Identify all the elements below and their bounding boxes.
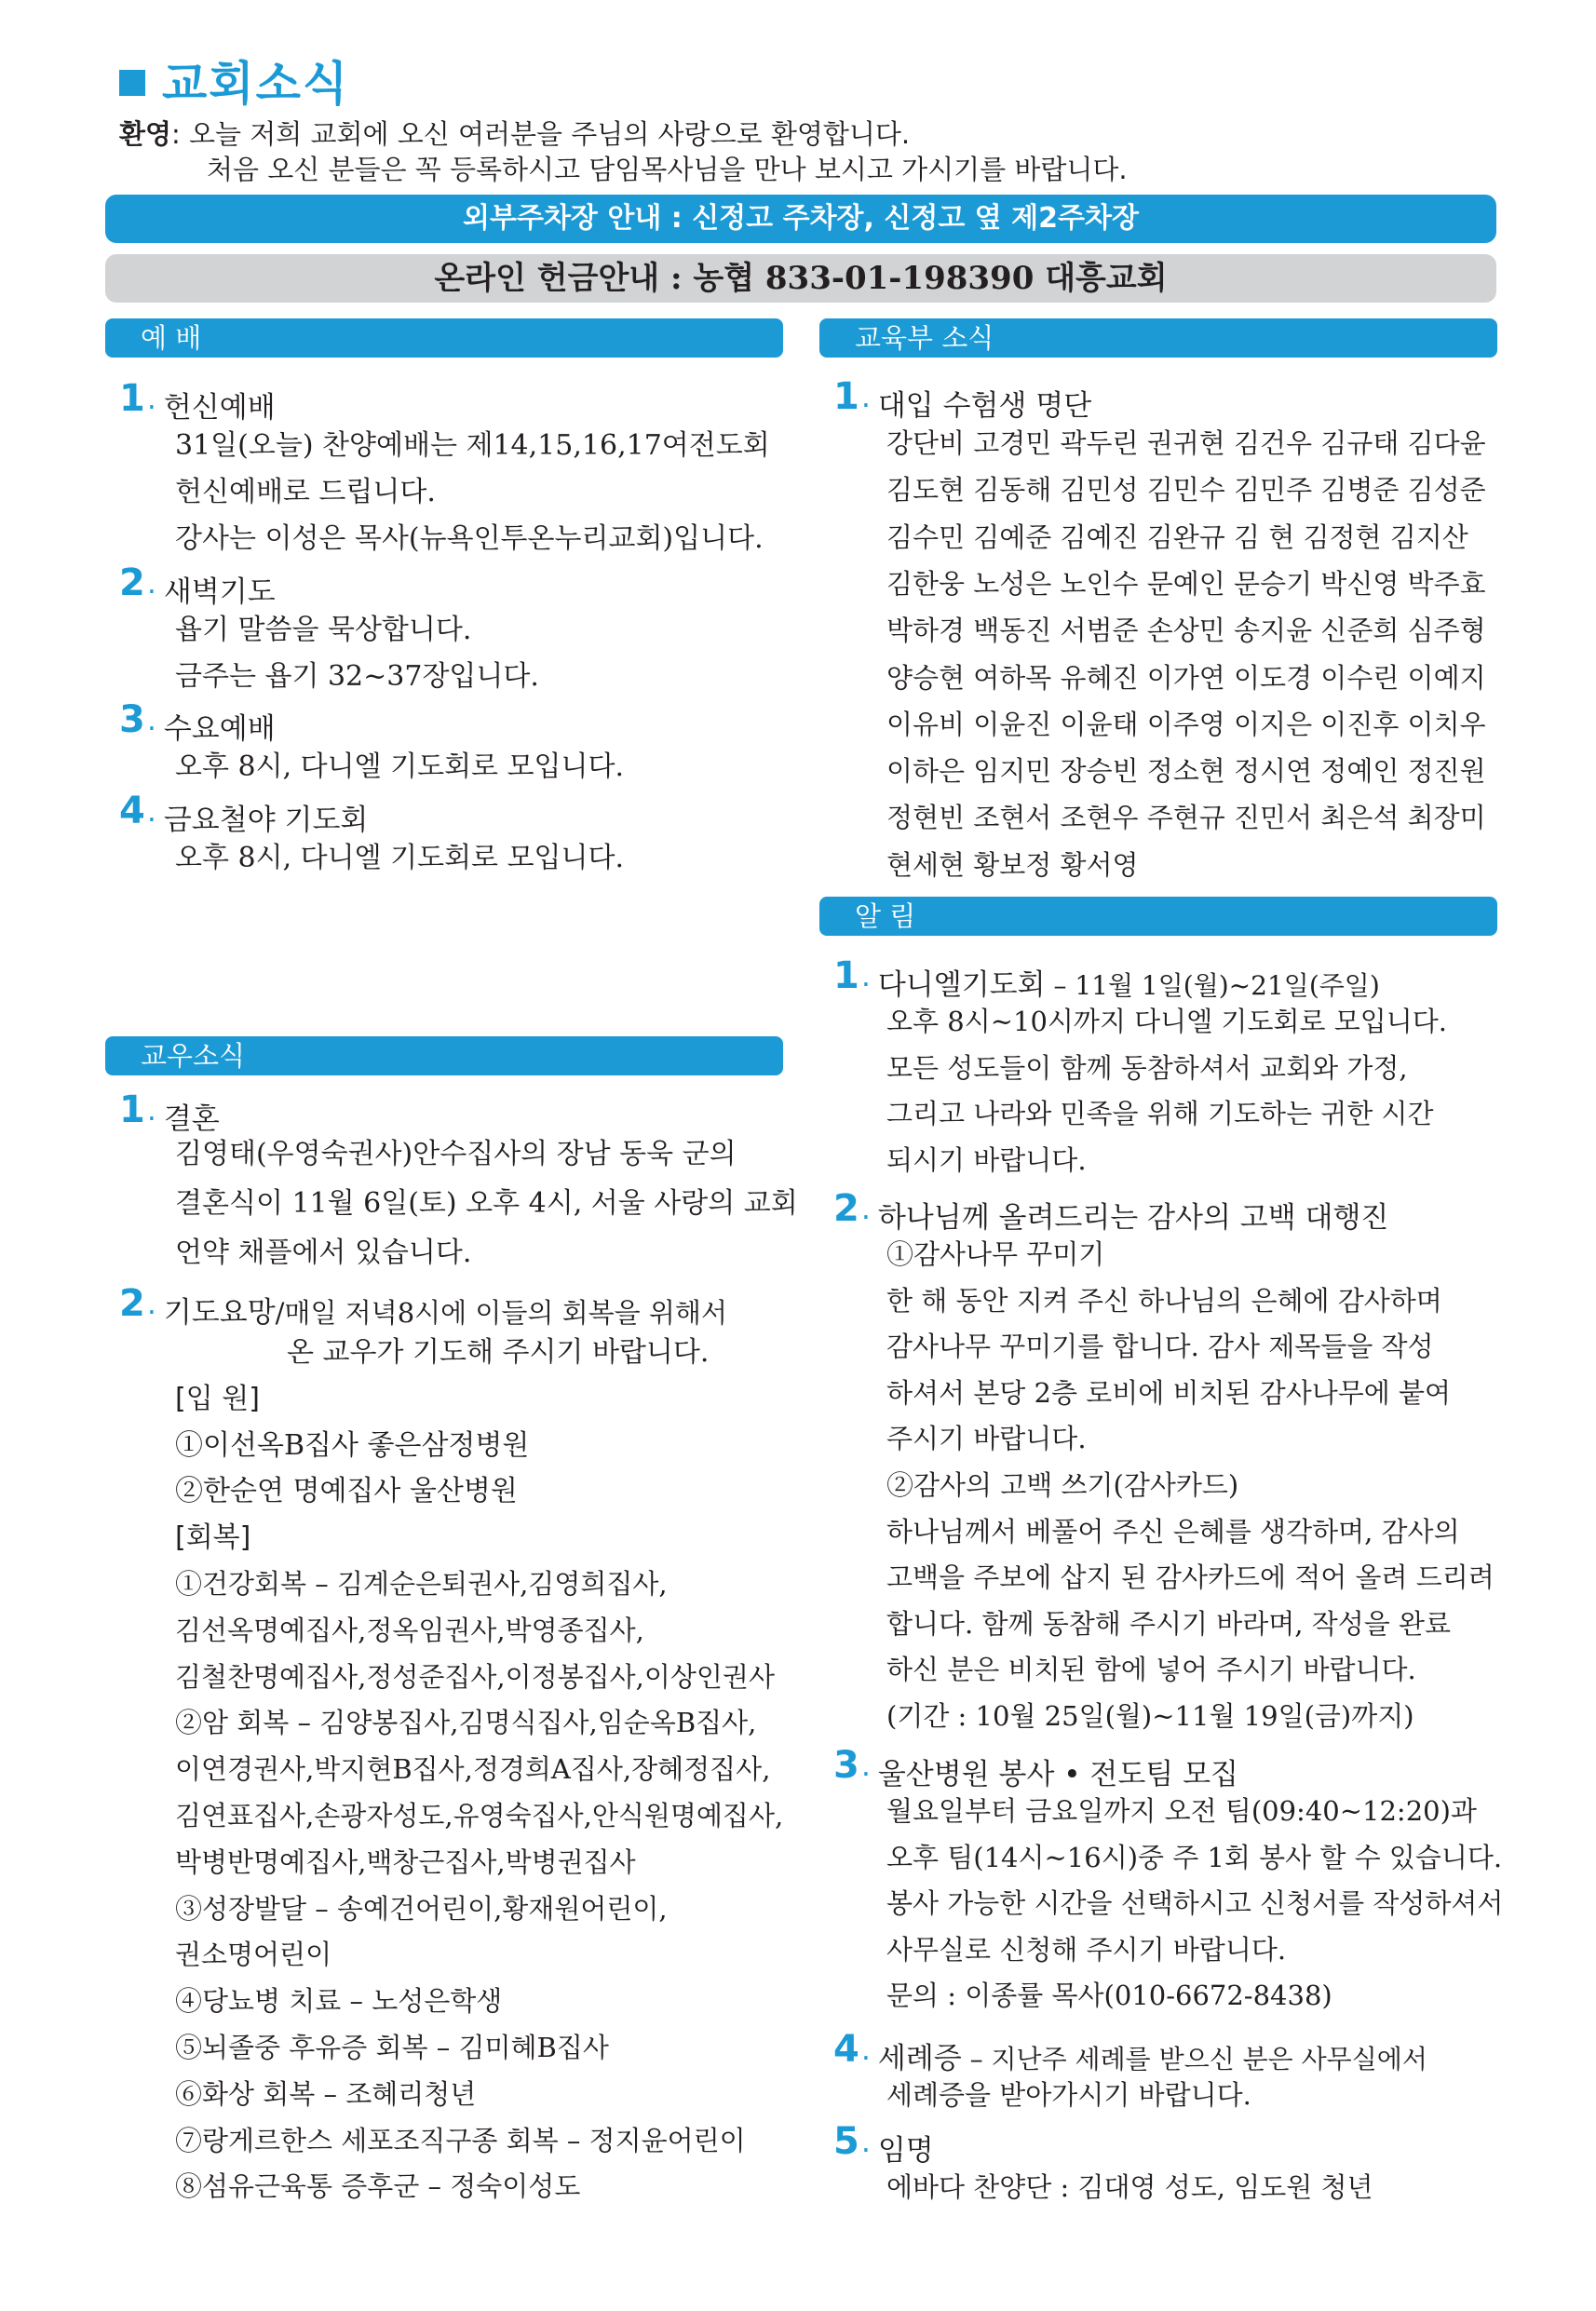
item-number: 2 [119, 1282, 145, 1325]
student-names-line: 박하경 백동진 서범준 손상민 송지윤 신준희 심주형 [886, 615, 1486, 647]
prayer-line: ②한순연 명예집사 울산병원 [175, 1475, 518, 1508]
notice-line: 한 해 동안 지켜 주신 하나님의 은혜에 감사하며 [886, 1284, 1442, 1317]
notice-line: 하신 분은 비치된 함에 넣어 주시기 바랍니다. [886, 1654, 1416, 1686]
student-names-line: 양승현 여하목 유혜진 이가연 이도경 이수린 이예지 [886, 661, 1486, 694]
prayer-line: ③성장발달 – 송예건어린이,황재원어린이, [175, 1892, 668, 1925]
worship-item-title: · 새벽기도 [147, 575, 276, 609]
notice-line: 문의 : 이종률 목사(010-6672-8438) [886, 1980, 1332, 2012]
notice-line: 그리고 나라와 민족을 위해 기도하는 귀한 시간 [886, 1098, 1434, 1130]
item-number: 1 [119, 1088, 145, 1131]
item-number: 2 [119, 561, 145, 604]
student-names-line: 김도현 김동해 김민성 김민수 김민주 김병준 김성준 [886, 474, 1486, 507]
student-names-line: 이유비 이윤진 이윤태 이주영 이지은 이진후 이치우 [886, 708, 1486, 740]
item-number: 5 [833, 2120, 859, 2163]
prayer-line: ⑥화상 회복 – 조혜리청년 [175, 2077, 477, 2110]
student-names-line: 정현빈 조현서 조현우 주현규 진민서 최은석 최장미 [886, 802, 1486, 834]
notice-line: 오후 8시~10시까지 다니엘 기도회로 모입니다. [886, 1006, 1447, 1037]
notice-line: 하나님께서 베풀어 주신 은혜를 생각하며, 감사의 [886, 1515, 1460, 1547]
worship-item-line: 욥기 말씀을 묵상합니다. [175, 614, 472, 646]
student-names-line: 이하은 임지민 장승빈 정소현 정시연 정예인 정진원 [886, 755, 1486, 788]
prayer-line: ⑦랑게르한스 세포조직구종 회복 – 정지윤어린이 [175, 2124, 746, 2156]
notice-line: ①감사나무 꾸미기 [886, 1238, 1105, 1270]
notice-title: · 다니엘기도회 – 11월 1일(월)~21일(주일) [861, 968, 1380, 1002]
notice-title: · 하나님께 올려드리는 감사의 고백 대행진 [861, 1201, 1389, 1235]
worship-item-line: 오후 8시, 다니엘 기도회로 모입니다. [175, 750, 625, 783]
worship-section-heading: 예 배 [105, 318, 783, 358]
worship-item-line: 31일(오늘) 찬양예배는 제14,15,16,17여전도회 [175, 429, 770, 462]
prayer-line: ⑤뇌졸중 후유증 회복 – 김미혜B집사 [175, 2032, 609, 2063]
notice-line: 감사나무 꾸미기를 합니다. 감사 제목들을 작성 [886, 1331, 1434, 1363]
marriage-line: 김영태(우영숙권사)안수집사의 장남 동욱 군의 [175, 1138, 737, 1170]
worship-item-line: 오후 8시, 다니엘 기도회로 모입니다. [175, 842, 625, 874]
notice-title: · 임명 [861, 2134, 934, 2168]
notices-section-heading: 알 림 [819, 897, 1497, 936]
marriage-line: 언약 채플에서 있습니다. [175, 1237, 472, 1269]
prayer-line: ④당뇨병 치료 – 노성은학생 [175, 1985, 503, 2018]
item-number: 3 [119, 698, 145, 741]
notice-line: 에바다 찬양단 : 김대영 성도, 임도원 청년 [886, 2171, 1373, 2203]
worship-item-title: · 헌신예배 [147, 391, 276, 425]
prayer-line: ①건강회복 – 김계순은퇴권사,김영희집사, [175, 1568, 668, 1600]
notice-line: 모든 성도들이 함께 동참하셔서 교회와 가정, [886, 1051, 1408, 1084]
prayer-line: 권소명어린이 [175, 1939, 332, 1971]
notice-line: 합니다. 함께 동참해 주시기 바라며, 작성을 완료 [886, 1607, 1452, 1640]
notice-title: · 울산병원 봉사 • 전도팀 모집 [861, 1758, 1238, 1791]
worship-item-title: · 수요예배 [147, 712, 276, 746]
prayer-title: · 기도요망/매일 저녁8시에 이들의 회복을 위해서 [147, 1296, 727, 1330]
item-number: 4 [119, 790, 145, 832]
worship-item-title: · 금요철야 기도회 [147, 804, 369, 837]
marriage-line: 결혼식이 11월 6일(토) 오후 4시, 서울 사랑의 교회 [175, 1187, 798, 1220]
square-bullet-icon [119, 70, 145, 96]
exam-students-title: · 대입 수험생 명단 [861, 389, 1092, 423]
welcome-line-2: 처음 오신 분들은 꼭 등록하시고 담임목사님을 만나 보시고 가시기를 바랍니다. [207, 154, 1128, 185]
student-names-line: 김수민 김예준 김예진 김완규 김 현 김정현 김지산 [886, 520, 1468, 553]
welcome-text-1: : 오늘 저희 교회에 오신 여러분을 주님의 사랑으로 환영합니다. [171, 118, 911, 150]
prayer-line: 김연표집사,손광자성도,유영숙집사,안식원명예집사, [175, 1800, 784, 1831]
prayer-line: 이연경권사,박지현B집사,정경희A집사,장혜정집사, [175, 1753, 771, 1786]
page-title-text: 교회소식 [162, 57, 350, 111]
marriage-title: · 결혼 [147, 1102, 220, 1136]
notice-line: ②감사의 고백 쓰기(감사카드) [886, 1469, 1239, 1501]
notice-title: · 세례증 – 지난주 세례를 받으신 분은 사무실에서 [861, 2042, 1427, 2075]
item-number: 3 [833, 1744, 859, 1787]
item-number: 1 [119, 377, 145, 420]
notice-line: (기간 : 10월 25일(월)~11월 19일(금)까지) [886, 1700, 1414, 1732]
notice-line: 세례증을 받아가시기 바랍니다. [886, 2079, 1251, 2111]
page-title [119, 47, 349, 114]
student-names-line: 김한웅 노성은 노인수 문예인 문승기 박신영 박주효 [886, 567, 1486, 600]
notice-line: 주시기 바랍니다. [886, 1423, 1087, 1455]
prayer-line: 김철찬명예집사,정성준집사,이정봉집사,이상인권사 [175, 1660, 775, 1693]
item-number: 4 [833, 2028, 859, 2071]
worship-item-line: 강사는 이성은 목사(뉴욕인투온누리교회)입니다. [175, 522, 764, 555]
item-number: 1 [833, 954, 859, 997]
prayer-line: [입 원] [175, 1382, 260, 1415]
student-names-line: 현세현 황보정 황서영 [886, 848, 1139, 881]
education-section-heading: 교육부 소식 [819, 318, 1497, 358]
prayer-line: ②암 회복 – 김양봉집사,김명식집사,임순옥B집사, [175, 1707, 757, 1739]
worship-item-line: 헌신예배로 드립니다. [175, 476, 436, 508]
prayer-line: [회복] [175, 1521, 251, 1555]
prayer-line: 김선옥명예집사,정옥임권사,박영종집사, [175, 1614, 644, 1646]
student-names-line: 강단비 고경민 곽두린 권귀현 김건우 김규태 김다윤 [886, 427, 1486, 459]
welcome-label: 환영 [119, 118, 172, 150]
notice-line: 되시기 바랍니다. [886, 1143, 1087, 1176]
worship-item-line: 금주는 욥기 32~37장입니다. [175, 660, 539, 693]
prayer-line: ①이선옥B집사 좋은삼정병원 [175, 1428, 530, 1462]
notice-line: 사무실로 신청해 주시기 바랍니다. [886, 1933, 1287, 1966]
welcome-line-1 [119, 114, 910, 152]
members-section-heading: 교우소식 [105, 1036, 783, 1075]
notice-line: 하셔서 본당 2층 로비에 비치된 감사나무에 붙여 [886, 1376, 1452, 1409]
prayer-line: 박병반명예집사,백창근집사,박병권집사 [175, 1845, 636, 1878]
prayer-line: 온 교우가 기도해 주시기 바랍니다. [287, 1336, 710, 1369]
item-number: 2 [833, 1187, 859, 1230]
item-number: 1 [833, 375, 859, 418]
prayer-line: ⑧섬유근육통 증후군 – 정숙이성도 [175, 2170, 581, 2203]
parking-banner: 외부주차장 안내 : 신정고 주차장, 신정고 옆 제2주차장 [105, 195, 1496, 243]
notice-line: 오후 팀(14시~16시)중 주 1회 봉사 할 수 있습니다. [886, 1841, 1503, 1873]
offering-banner: 온라인 헌금안내 : 농협 833-01-198390 대흥교회 [105, 254, 1496, 303]
notice-line: 고백을 주보에 삽지 된 감사카드에 적어 올려 드리려 [886, 1561, 1495, 1594]
notice-line: 월요일부터 금요일까지 오전 팀(09:40~12:20)과 [886, 1795, 1477, 1827]
notice-line: 봉사 가능한 시간을 선택하시고 신청서를 작성하셔서 [886, 1887, 1504, 1920]
